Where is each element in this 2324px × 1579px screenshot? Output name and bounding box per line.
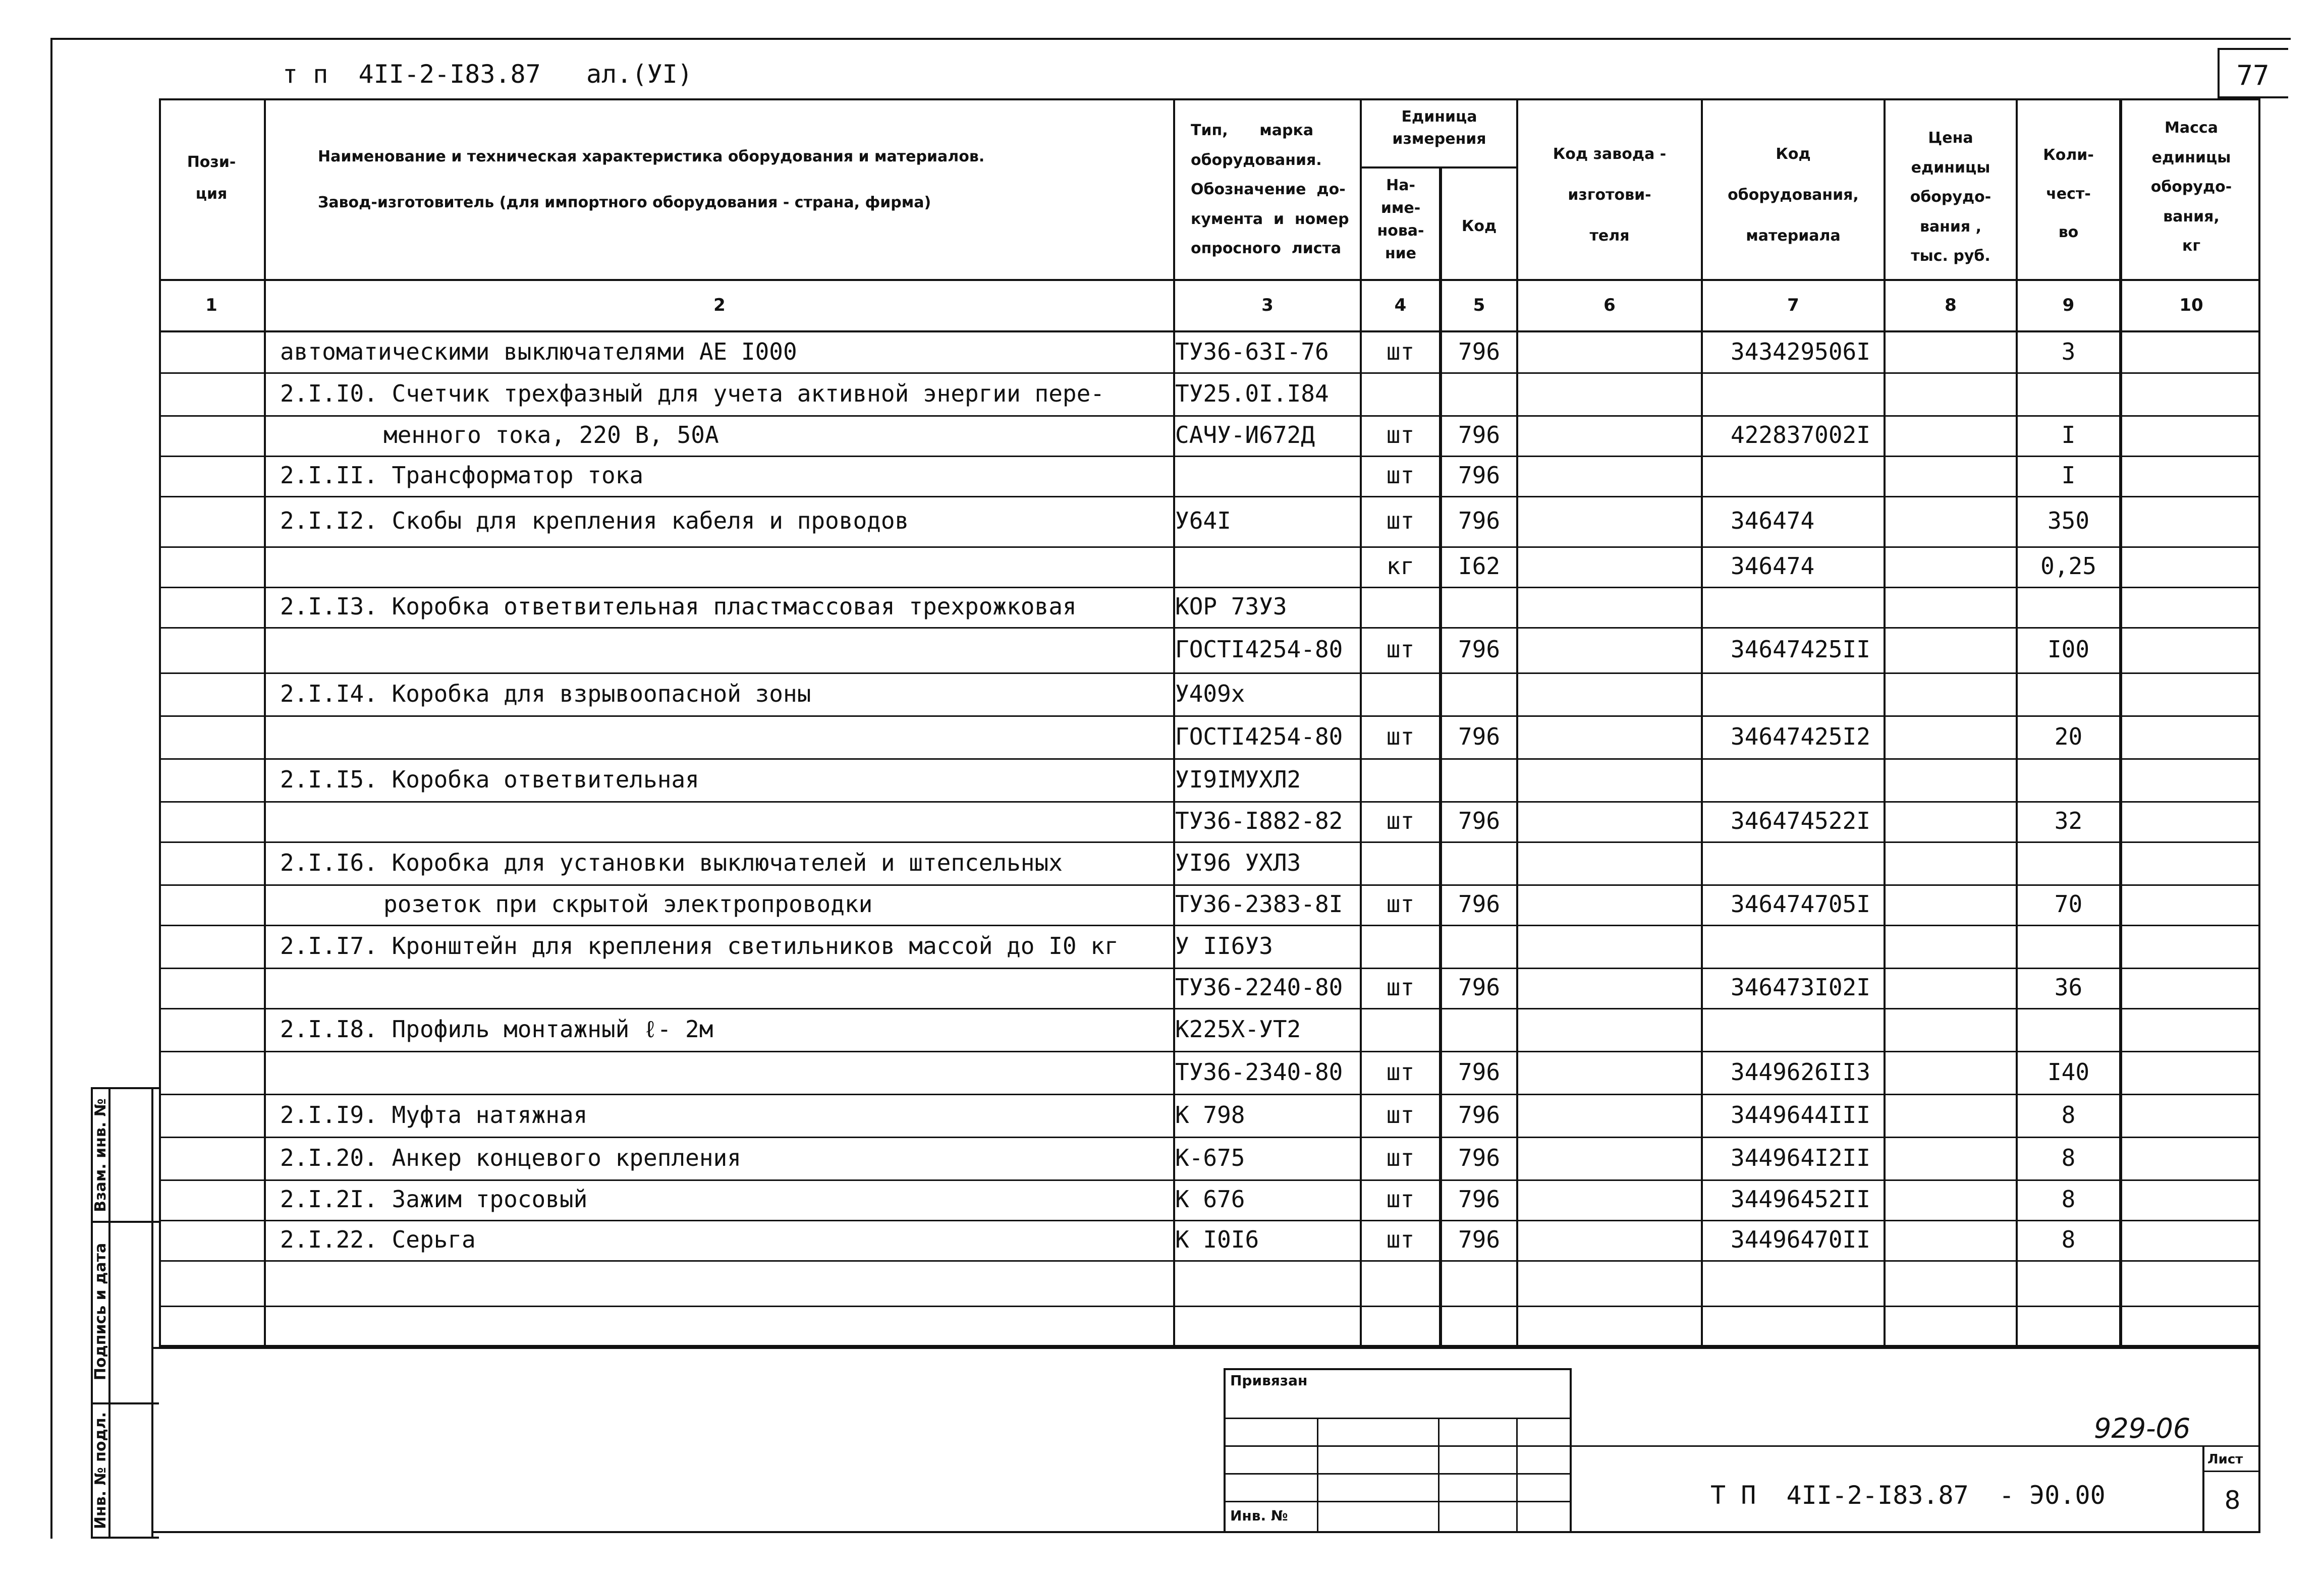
cell-qty: I — [2061, 421, 2076, 448]
cell-unit: шт — [1386, 1101, 1415, 1129]
cell-eq_code: 3449644III — [1731, 1101, 1870, 1129]
cell-unit: шт — [1386, 1144, 1415, 1171]
col-header-price: Цена единицы оборудо- вания , тыс. руб. — [1910, 129, 1991, 265]
cell-type: К 798 — [1175, 1101, 1245, 1129]
cell-type: ТУ36-I882-82 — [1175, 807, 1343, 834]
cell-eq_code: 34496452II — [1731, 1186, 1870, 1213]
cell-eq_code: 346474 — [1731, 507, 1815, 534]
cell-code: 796 — [1458, 1144, 1501, 1171]
row-divider — [159, 884, 2260, 886]
cell-eq_code: 422837002I — [1731, 421, 1870, 448]
cell-eq_code: 344964I2II — [1731, 1144, 1870, 1171]
cell-name: 2.I.I8. Профиль монтажный ℓ- 2м — [280, 1016, 713, 1043]
cell-name: 2.I.I9. Муфта натяжная — [280, 1101, 588, 1129]
cell-qty: 8 — [2061, 1144, 2076, 1171]
bound-label: Привязан — [1230, 1372, 1308, 1389]
cell-type: К I0I6 — [1175, 1226, 1259, 1253]
cell-type: К 676 — [1175, 1186, 1245, 1213]
col-number-4: 4 — [1394, 295, 1407, 315]
cell-type: ТУ36-2340-80 — [1175, 1058, 1343, 1086]
cell-name: 2.I.II. Трансформатор тока — [280, 462, 644, 489]
col-header-quantity: Коли- чест- во — [2043, 146, 2094, 241]
cell-code: 796 — [1458, 1101, 1501, 1129]
col-header-name-1: Наименование и техническая характеристика оборудования и материалов. — [318, 148, 985, 165]
row-divider — [159, 456, 2260, 457]
cell-name: 2.I.I6. Коробка для установки выключателей и штепсельных — [280, 849, 1063, 876]
cell-type: У64I — [1175, 507, 1231, 534]
col-number-1: 1 — [205, 295, 217, 315]
col-header-equipment-code: Код оборудования, материала — [1728, 145, 1859, 245]
row-divider — [159, 801, 2260, 803]
cell-qty: I40 — [2047, 1058, 2090, 1086]
col-header-unit-code: Код — [1461, 217, 1497, 235]
row-divider — [159, 587, 2260, 588]
row-divider — [159, 1306, 2260, 1307]
cell-name: 2.I.I4. Коробка для взрывоопасной зоны — [280, 680, 811, 707]
cell-type: УI96 УХЛ3 — [1175, 849, 1301, 876]
cell-name: 2.I.I2. Скобы для крепления кабеля и проводов — [280, 507, 909, 534]
cell-code: I62 — [1458, 552, 1501, 580]
row-divider — [159, 546, 2260, 548]
cell-qty: 70 — [2054, 890, 2083, 918]
cell-code: 796 — [1458, 890, 1501, 918]
cell-qty: 8 — [2061, 1226, 2076, 1253]
cell-name: 2.I.I0. Счетчик трехфазный для учета активной энергии пере- — [280, 380, 1104, 407]
cell-code: 796 — [1458, 421, 1501, 448]
row-divider — [159, 968, 2260, 969]
col-number-8: 8 — [1945, 295, 1957, 315]
row-divider — [159, 627, 2260, 629]
header-doc-code: т п 4II-2-I83.87 ал.(УI) — [283, 60, 693, 89]
row-divider — [159, 415, 2260, 417]
cell-name: 2.I.20. Анкер концевого крепления — [280, 1144, 741, 1171]
cell-type: К-675 — [1175, 1144, 1245, 1171]
row-divider — [159, 841, 2260, 843]
cell-code: 796 — [1458, 507, 1501, 534]
cell-type: ГОСТI4254-80 — [1175, 636, 1343, 663]
row-divider — [159, 1094, 2260, 1095]
cell-type: САЧУ-И672Д — [1175, 421, 1315, 448]
cell-unit: шт — [1386, 807, 1415, 834]
sheet-number: 8 — [2224, 1486, 2241, 1515]
cell-unit: шт — [1386, 636, 1415, 663]
cell-unit: шт — [1386, 421, 1415, 448]
archive-number: 929-06 — [2094, 1413, 2191, 1444]
cell-code: 796 — [1458, 462, 1501, 489]
side-label-sign-date: Подпись и дата — [92, 1243, 109, 1381]
col-number-6: 6 — [1603, 295, 1616, 315]
cell-qty: I — [2061, 462, 2076, 489]
frame-top — [50, 38, 2291, 40]
inv-label: Инв. № — [1230, 1507, 1288, 1524]
cell-type: ТУ25.0I.I84 — [1175, 380, 1329, 407]
cell-qty: 8 — [2061, 1186, 2076, 1213]
bound-stamp-box — [1224, 1368, 1572, 1531]
row-divider — [159, 1260, 2260, 1262]
cell-eq_code: 3449626II3 — [1731, 1058, 1870, 1086]
cell-type: У409х — [1175, 680, 1245, 707]
col-header-type: Тип, марка оборудования. Обозначение до- кумента и номер опросного листа — [1191, 122, 1349, 257]
cell-type: У II6У3 — [1175, 932, 1273, 960]
cell-qty: 0,25 — [2040, 552, 2096, 580]
cell-name: автоматическими выключателями АЕ I000 — [280, 338, 797, 365]
col-number-9: 9 — [2062, 295, 2075, 315]
footer-code: Т П 4II-2-I83.87 - Э0.00 — [1710, 1481, 2106, 1510]
cell-name: 2.I.2I. Зажим тросовый — [280, 1186, 588, 1213]
cell-unit: шт — [1386, 723, 1415, 750]
col-header-name-2: Завод-изготовитель (для импортного оборудования - страна, фирма) — [318, 194, 931, 211]
cell-qty: I00 — [2047, 636, 2090, 663]
cell-code: 796 — [1458, 1058, 1501, 1086]
cell-name: розеток при скрытой электропроводки — [383, 890, 873, 918]
cell-unit: шт — [1386, 1186, 1415, 1213]
cell-unit: шт — [1386, 462, 1415, 489]
cell-qty: 8 — [2061, 1101, 2076, 1129]
frame-left — [50, 38, 52, 1539]
cell-unit: шт — [1386, 507, 1415, 534]
cell-code: 796 — [1458, 974, 1501, 1001]
cell-unit: шт — [1386, 338, 1415, 365]
cell-type: ТУ36-2240-80 — [1175, 974, 1343, 1001]
cell-code: 796 — [1458, 636, 1501, 663]
cell-type: УI9IМУХЛ2 — [1175, 766, 1301, 793]
row-divider — [159, 496, 2260, 497]
cell-code: 796 — [1458, 338, 1501, 365]
cell-eq_code: 346474522I — [1731, 807, 1870, 834]
cell-eq_code: 34496470II — [1731, 1226, 1870, 1253]
sheet-label: Лист — [2207, 1452, 2243, 1467]
cell-unit: шт — [1386, 974, 1415, 1001]
row-divider — [159, 372, 2260, 374]
cell-name: менного тока, 220 В, 50А — [383, 421, 719, 448]
row-divider — [159, 1008, 2260, 1009]
col-number-10: 10 — [2179, 295, 2203, 315]
cell-qty: 32 — [2054, 807, 2083, 834]
col-number-7: 7 — [1787, 295, 1799, 315]
cell-code: 796 — [1458, 1186, 1501, 1213]
cell-name: 2.I.I7. Кронштейн для крепления светильников массой до I0 кг — [280, 932, 1119, 960]
col-header-position: Пози- ция — [187, 153, 236, 203]
cell-eq_code: 343429506I — [1731, 338, 1870, 365]
cell-code: 796 — [1458, 723, 1501, 750]
page-number: 77 — [2236, 60, 2270, 91]
row-divider — [159, 1051, 2260, 1052]
col-number-5: 5 — [1473, 295, 1485, 315]
cell-eq_code: 346474705I — [1731, 890, 1870, 918]
col-number-3: 3 — [1261, 295, 1274, 315]
row-divider — [159, 1220, 2260, 1221]
col-header-unit-group: Единица измерения — [1392, 108, 1486, 148]
cell-name: 2.I.22. Серьга — [280, 1226, 476, 1253]
row-divider — [159, 672, 2260, 674]
col-header-unit-name: На- име- нова- ние — [1377, 177, 1424, 262]
cell-unit: кг — [1386, 552, 1415, 580]
cell-name: 2.I.I5. Коробка ответвительная — [280, 766, 699, 793]
cell-type: К225Х-УТ2 — [1175, 1016, 1301, 1043]
row-divider — [159, 1137, 2260, 1138]
row-divider — [159, 715, 2260, 717]
row-divider — [159, 758, 2260, 760]
cell-qty: 20 — [2054, 723, 2083, 750]
cell-eq_code: 34647425I2 — [1731, 723, 1870, 750]
col-header-mass: Масса единицы оборудо- вания, кг — [2150, 119, 2232, 255]
cell-eq_code: 34647425II — [1731, 636, 1870, 663]
cell-type: ГОСТI4254-80 — [1175, 723, 1343, 750]
cell-name: 2.I.I3. Коробка ответвительная пластмассовая трехрожковая — [280, 593, 1077, 620]
cell-type: ТУ36-2383-8I — [1175, 890, 1343, 918]
cell-type: КОР 73У3 — [1175, 593, 1287, 620]
cell-unit: шт — [1386, 1226, 1415, 1253]
cell-qty: 36 — [2054, 974, 2083, 1001]
row-divider — [159, 1179, 2260, 1181]
col-header-factory-code: Код завода - изготови- теля — [1553, 145, 1667, 245]
side-label-replace-inv: Взам. инв. № — [92, 1098, 109, 1212]
cell-qty: 3 — [2061, 338, 2076, 365]
cell-eq_code: 346474 — [1731, 552, 1815, 580]
cell-code: 796 — [1458, 1226, 1501, 1253]
col-number-2: 2 — [713, 295, 726, 315]
row-divider — [159, 925, 2260, 926]
cell-qty: 350 — [2047, 507, 2090, 534]
cell-unit: шт — [1386, 890, 1415, 918]
cell-code: 796 — [1458, 807, 1501, 834]
cell-type: ТУ36-63I-76 — [1175, 338, 1329, 365]
cell-eq_code: 346473I02I — [1731, 974, 1870, 1001]
cell-unit: шт — [1386, 1058, 1415, 1086]
side-label-inv-orig: Инв. № подл. — [92, 1412, 109, 1530]
